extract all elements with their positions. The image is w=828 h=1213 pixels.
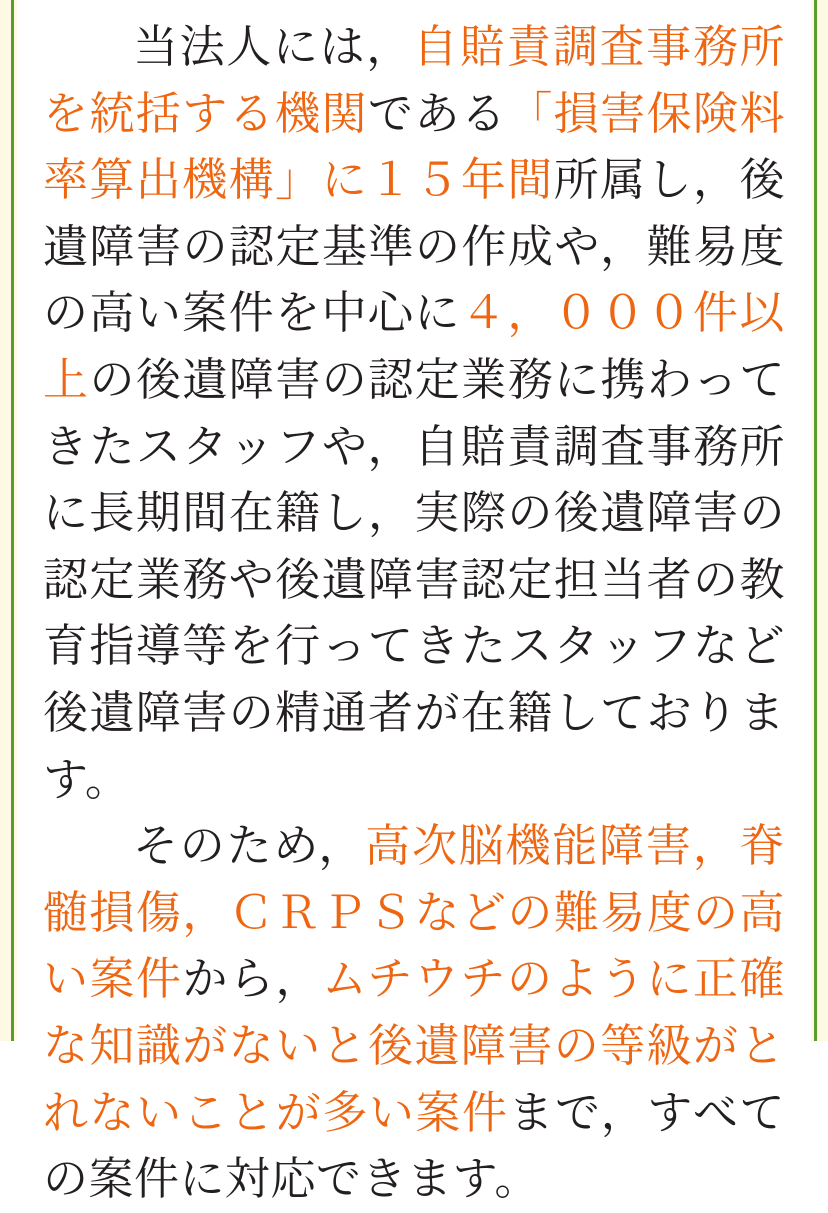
document-content-area [17,0,811,1206]
text-run-1: 当法人には， [133,20,413,73]
text-run-1: そのため， [133,819,366,873]
highlighted-text-run-6: ４，０００件以上 [43,286,785,406]
text-run-5: まで，すべての案件に対応できます。 [43,1085,785,1206]
highlighted-text-run-4: 「損害保険料率算出機構」に１５年間 [43,86,785,207]
paragraph-1 [43,14,785,813]
body-text-block [43,14,785,1213]
highlighted-text-run-2: 自賠責調査事務所を統括する機関 [43,20,785,140]
right-border-rule [814,0,817,1041]
left-border-rule [11,0,14,1041]
text-run-5: 所属し，後遺障害の認定基準の作成や，難易度の高い案件を中心に [43,153,785,340]
highlighted-text-run-2: 高次脳機能障害，脊髄損傷，ＣＲＰＳなどの難易度の高い案件 [43,819,785,1006]
text-run-3: から， [182,952,322,1006]
text-run-7: の後遺障害の認定業務に携わってきたスタッフや，自賠責調査事務所に長期間在籍し，実際の後遺障害の認定業務や後遺障害認定担当者の教育指導等を行ってきたスタッフなど後遺障害の精通者が在籍しております。 [43,352,785,806]
highlighted-text-run-4: ムチウチのように正確な知識がないと後遺障害の等級がとれないことが多い案件 [43,952,785,1139]
paragraph-2 [43,813,785,1213]
text-run-3: である [368,86,508,140]
